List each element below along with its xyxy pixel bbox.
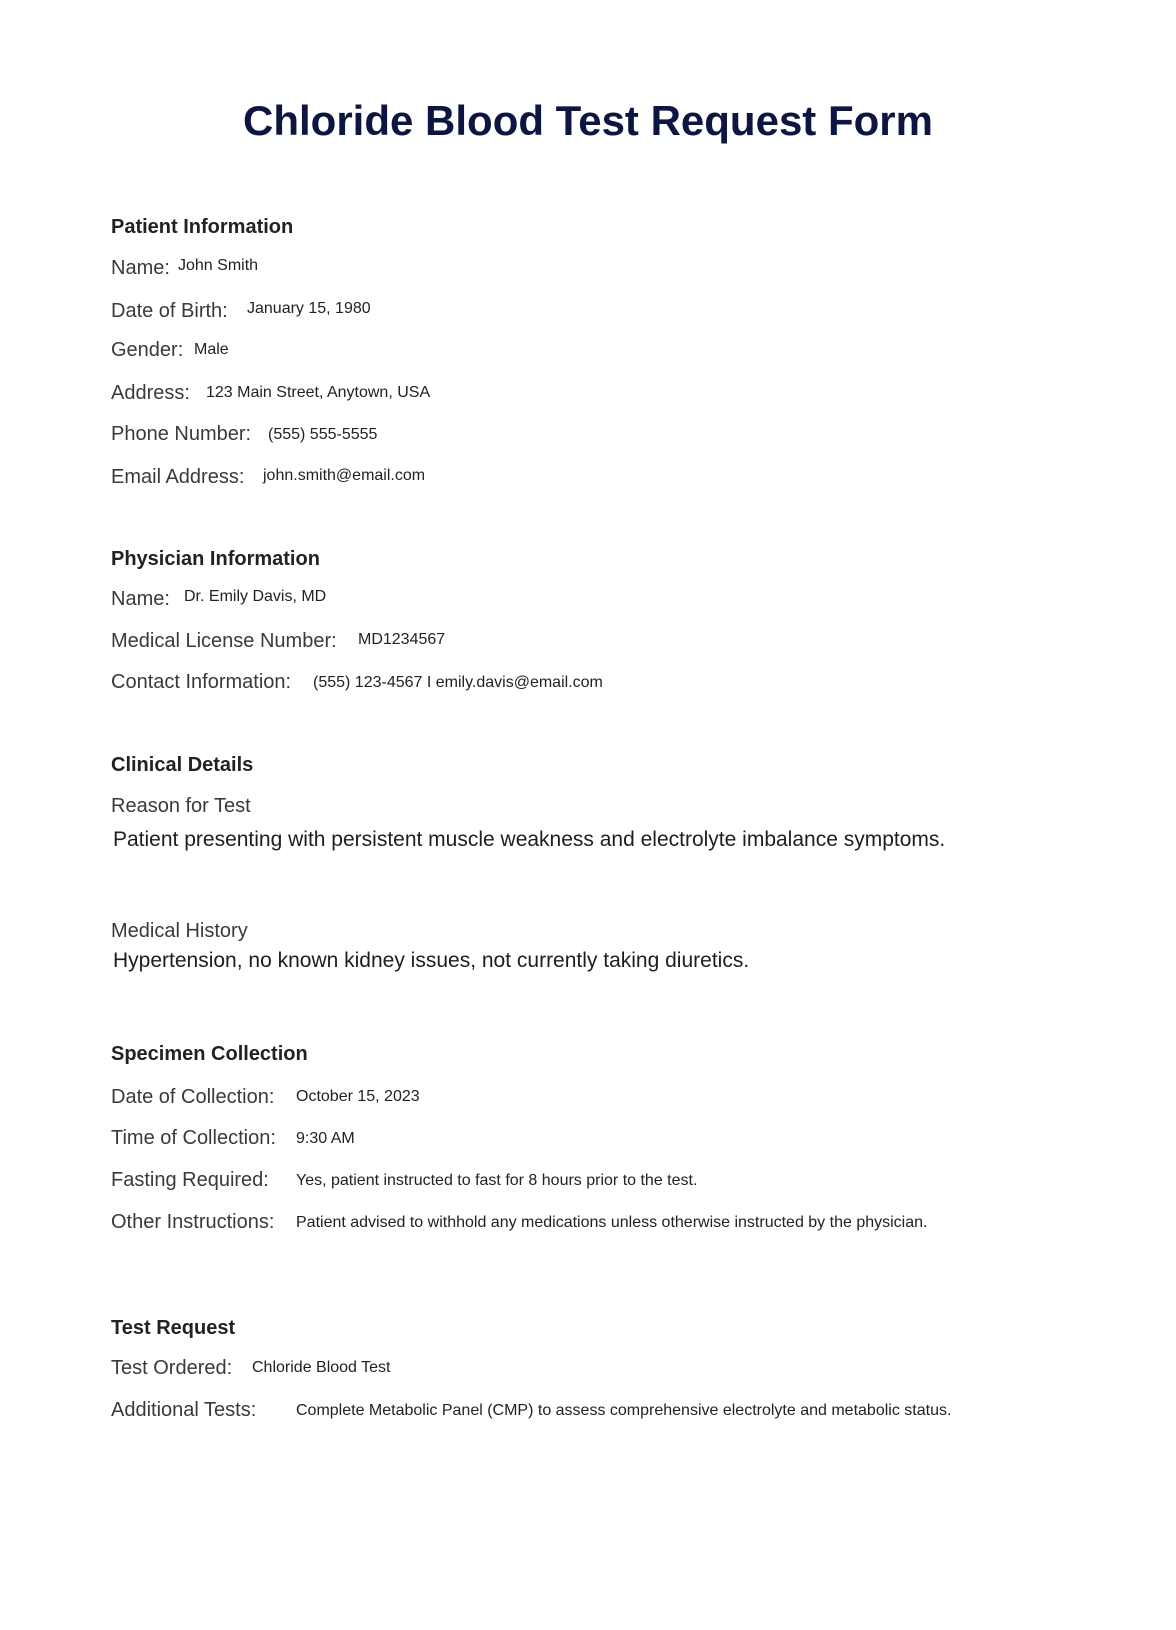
dob-value: January 15, 1980 bbox=[247, 300, 371, 317]
fasting-label: Fasting Required: bbox=[111, 1169, 269, 1191]
physician-name-label: Name: bbox=[111, 588, 170, 610]
dob-label: Date of Birth: bbox=[111, 300, 228, 322]
other-instructions-value: Patient advised to withhold any medications unless otherwise instructed by the physician. bbox=[296, 1214, 928, 1231]
gender-value: Male bbox=[194, 341, 229, 358]
collection-date-value: October 15, 2023 bbox=[296, 1088, 420, 1105]
contact-value: (555) 123-4567 I emily.davis@email.com bbox=[313, 674, 603, 691]
reason-value: Patient presenting with persistent muscle weakness and electrolyte imbalance symptoms. bbox=[113, 828, 946, 851]
test-request-heading: Test Request bbox=[111, 1317, 236, 1339]
email-value: john.smith@email.com bbox=[263, 467, 426, 484]
history-value: Hypertension, no known kidney issues, not currently taking diuretics. bbox=[113, 949, 750, 972]
gender-label: Gender: bbox=[111, 339, 184, 361]
license-value: MD1234567 bbox=[358, 631, 446, 648]
test-ordered-label: Test Ordered: bbox=[111, 1357, 233, 1379]
contact-label: Contact Information: bbox=[111, 671, 292, 693]
phone-value: (555) 555-5555 bbox=[268, 426, 378, 443]
clinical-details-heading: Clinical Details bbox=[111, 754, 254, 776]
patient-name-label: Name: bbox=[111, 257, 170, 279]
license-label: Medical License Number: bbox=[111, 630, 337, 652]
patient-information-heading: Patient Information bbox=[111, 216, 294, 238]
fasting-value: Yes, patient instructed to fast for 8 hours prior to the test. bbox=[296, 1172, 698, 1189]
physician-name-value: Dr. Emily Davis, MD bbox=[184, 588, 327, 605]
specimen-collection-heading: Specimen Collection bbox=[111, 1043, 308, 1065]
reason-label: Reason for Test bbox=[111, 795, 251, 817]
email-label: Email Address: bbox=[111, 466, 245, 488]
physician-information-heading: Physician Information bbox=[111, 548, 320, 570]
collection-time-label: Time of Collection: bbox=[111, 1127, 276, 1149]
phone-label: Phone Number: bbox=[111, 423, 252, 445]
page-title: Chloride Blood Test Request Form bbox=[243, 97, 933, 144]
history-label: Medical History bbox=[111, 920, 248, 942]
test-ordered-value: Chloride Blood Test bbox=[252, 1359, 391, 1376]
collection-date-label: Date of Collection: bbox=[111, 1086, 275, 1108]
address-value: 123 Main Street, Anytown, USA bbox=[206, 384, 431, 401]
additional-tests-label: Additional Tests: bbox=[111, 1399, 257, 1421]
collection-time-value: 9:30 AM bbox=[296, 1130, 355, 1147]
additional-tests-value: Complete Metabolic Panel (CMP) to assess comprehensive electrolyte and metabolic status. bbox=[296, 1402, 952, 1419]
other-instructions-label: Other Instructions: bbox=[111, 1211, 275, 1233]
address-label: Address: bbox=[111, 382, 190, 404]
patient-name-value: John Smith bbox=[178, 257, 259, 274]
